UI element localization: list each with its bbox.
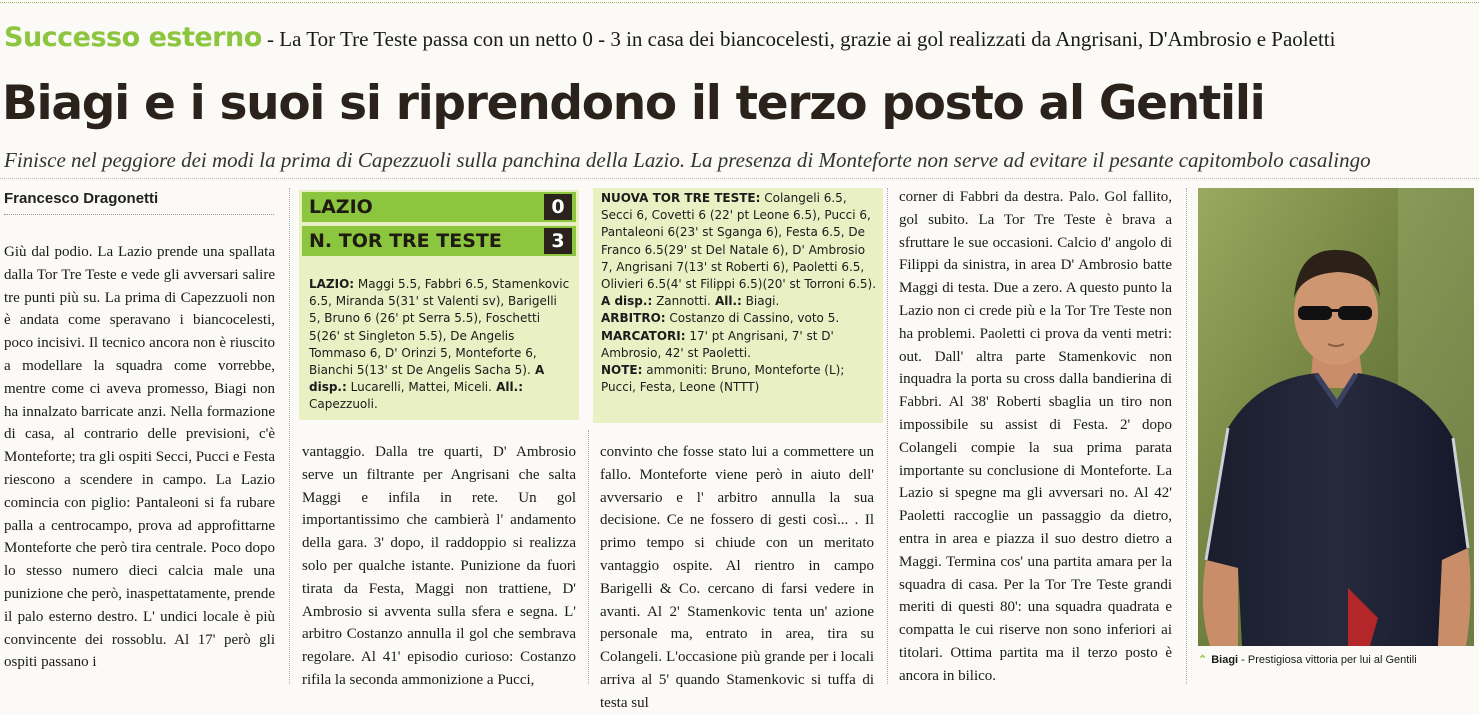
top-rule xyxy=(0,2,1479,3)
byline: Francesco Dragonetti xyxy=(4,190,159,207)
lazio-disp-label: A disp.: xyxy=(309,363,545,395)
lazio-all-label: All.: xyxy=(491,380,524,395)
body-text: convinto che fosse stato lui a commettere un fallo. Monteforte viene però in aiuto dell' avversario e l' arbitro annulla la sua decisione. Ce ne fossero di gesti così... . Il primo tempo si chiude con un meritato vantaggio ospite. Al rientro in campo Barigelli & Co. cercano di farsi vedere in avanti. Al 2' Stamenkovic tenta un' azione personale ma, entrato in area, tira su Colangeli. L'occasione più grande per i locali arriva al 5' quando Stamenkovic si tuffa di testa sul xyxy=(600,444,874,711)
ntt-players: Colangeli 6.5, Secci 6, Covetti 6 (22' pt Leone 6.5), Pucci 6, Pantaleoni 6(23' st Sganga 6), Festa 6.5, De Franco 6.5(29' st Del Natale 6), D' Ambrosio 7, Angrisani 7(13' st Roberti 6), Paoletti 6.5, Olivieri 6.5(4' st Filippi 6.5)(20' st Torroni 6.5). xyxy=(601,191,877,292)
ntt-lineup xyxy=(601,190,877,396)
ntt-all-label: All.: xyxy=(710,294,742,309)
photo-caption xyxy=(1198,652,1474,668)
lazio-players: Maggi 5.5, Fabbri 6.5, Stamenkovic 6.5, Miranda 5(31' st Valenti sv), Barigelli 5, Bruno 6 (26' pt Serra 5.5), Foschetti 5(26' st Singleton 5.5), De Angelis Tommaso 6, D' Orinzi 5, Monteforte 6, Bianchi 5(13' st De Angelis Sacha 5). xyxy=(309,277,570,378)
home-team-row xyxy=(302,192,576,222)
column-divider xyxy=(1186,188,1187,684)
body-text: corner di Fabbri da destra. Palo. Gol fallito, gol subito. La Tor Tre Teste è brava a sfruttare le sue occasioni. Calcio d' angolo di Filippi da sinistra, in area D' Ambrosio batte Maggi di testa. Due a zero. A questo punto la Lazio non ci crede più e la Tor Tre Teste non ha problemi. Paoletti ci prova da venti metri: out. Dall' altra parte Stamenkovic non inquadra la porta su cross dalla bandierina di Fabbri. Al 38' Roberti sbaglia un tiro non impossibile su assist di Festa. 2' dopo Colangeli compie la sua prima parata importante su conclusione di Monteforte. La Lazio si spegne ma gli avversari no. Al 42' Paoletti raccoglie un passaggio da dietro, entra in area e piazza il suo destro dietro a Maggi. Termina cos' una partita amara per la squadra di casa. Per la Tor Tre Teste grandi meriti di questi 80': una squadra quadrata e compatta le cui riserve non sono inferiori ai titolari. Ottima partita ma il terzo posto è ancora in bilico. xyxy=(899,189,1172,684)
ntt-label: NUOVA TOR TRE TESTE: xyxy=(601,191,761,205)
body-column-3 xyxy=(600,441,874,711)
body-column-4 xyxy=(899,186,1172,684)
header-rule xyxy=(0,178,1479,179)
away-team-name: N. TOR TRE TESTE xyxy=(309,230,502,252)
caption-text: - Prestigiosa vittoria per lui al Gentili xyxy=(1238,654,1417,666)
note-label: NOTE: xyxy=(601,363,643,378)
lazio-label: LAZIO: xyxy=(309,277,355,291)
coach-photo xyxy=(1198,188,1474,646)
note: ammoniti: Bruno, Monteforte (L); Pucci, Festa, Leone (NTTT) xyxy=(601,363,845,395)
byline-rule xyxy=(4,214,274,215)
body-column-1 xyxy=(4,241,275,684)
arbitro-label: ARBITRO: xyxy=(601,311,666,326)
lazio-lineup xyxy=(309,276,571,414)
column-divider xyxy=(289,188,290,684)
caption-name: Biagi xyxy=(1211,654,1239,666)
kicker-text: - La Tor Tre Teste passa con un netto 0 - 3 in casa dei biancocelesti, grazie ai gol realizzati da Angrisani, D'Ambrosio e Paoletti xyxy=(261,27,1336,51)
kicker-tag: Successo esterno xyxy=(4,22,262,53)
home-team-name: LAZIO xyxy=(309,196,373,218)
lazio-lineup-box xyxy=(299,270,579,420)
marcatori: 17' pt Angrisani, 7' st D' Ambrosio, 42' st Paoletti. xyxy=(601,328,834,360)
column-divider xyxy=(588,430,589,684)
ntt-lineup-box xyxy=(593,188,883,423)
lazio-disp: Lucarelli, Mattei, Miceli. xyxy=(346,380,492,395)
lazio-coach: Capezzuoli. xyxy=(309,397,378,412)
body-column-2 xyxy=(302,441,576,688)
column-divider xyxy=(887,188,888,684)
caption-chevron-icon: ⌃ xyxy=(1198,654,1208,666)
body-text: vantaggio. Dalla tre quarti, D' Ambrosio serve un filtrante per Angrisani che salta Maggi e infila in rete. Un gol importantissimo che cambierà l' andamento della gara. 3' dopo, il raddoppio si realizza solo per qualche istante. Punizione da fuori tirata da Festa, Maggi non trattiene, D' Ambrosio si avventa sulla sfera e segna. L' arbitro Costanzo annulla il gol che sembrava regolare. Al 41' episodio curioso: Costanzo rifila la seconda ammonizione a Pucci, xyxy=(302,444,576,688)
marcatori-label: MARCATORI: xyxy=(601,328,686,343)
ntt-coach: Biagi. xyxy=(741,294,780,309)
ntt-disp: Zannotti. xyxy=(652,294,711,309)
away-team-row xyxy=(302,226,576,256)
headline: Biagi e i suoi si riprendono il terzo posto al Gentili xyxy=(2,76,1265,131)
home-score: 0 xyxy=(544,194,572,220)
scoreboard xyxy=(299,190,579,270)
away-score: 3 xyxy=(544,228,572,254)
body-text: Giù dal podio. La Lazio prende una spallata dalla Tor Tre Teste e vede gli avversari salire tre punti più su. La prima di Capezzuoli non è andata come speravano i biancocelesti, poco incisivi. Il tecnico ancora non è riuscito a modellare la squadra come vorrebbe, mentre come ci aveva promesso, Biagi non ha innalzato barricate anzi. Nella formazione di casa, al contrario delle previsioni, c'è Monteforte; tra gli ospiti Secci, Pucci e Festa riescono a scendere in campo. La Lazio comincia con piglio: Pantaleoni si fa rubare palla a centrocampo, prova ad approfittarne Monteforte che però tira centrale. Poco dopo lo stesso numero dieci calcia male una punizione che però, inaspettatamente, prende il palo esterno destro. L' undici locale è più convincente dei rossoblu. Al 17' però gli ospiti passano i xyxy=(4,244,275,671)
arbitro: Costanzo di Cassino, voto 5. xyxy=(665,311,840,326)
standfirst: Finisce nel peggiore dei modi la prima di Capezzuoli sulla panchina della Lazio. La presenza di Monteforte non serve ad evitare il pesante capitombolo casalingo xyxy=(4,148,1371,172)
ntt-disp-label: A disp.: xyxy=(601,294,653,309)
kicker xyxy=(4,22,1479,55)
